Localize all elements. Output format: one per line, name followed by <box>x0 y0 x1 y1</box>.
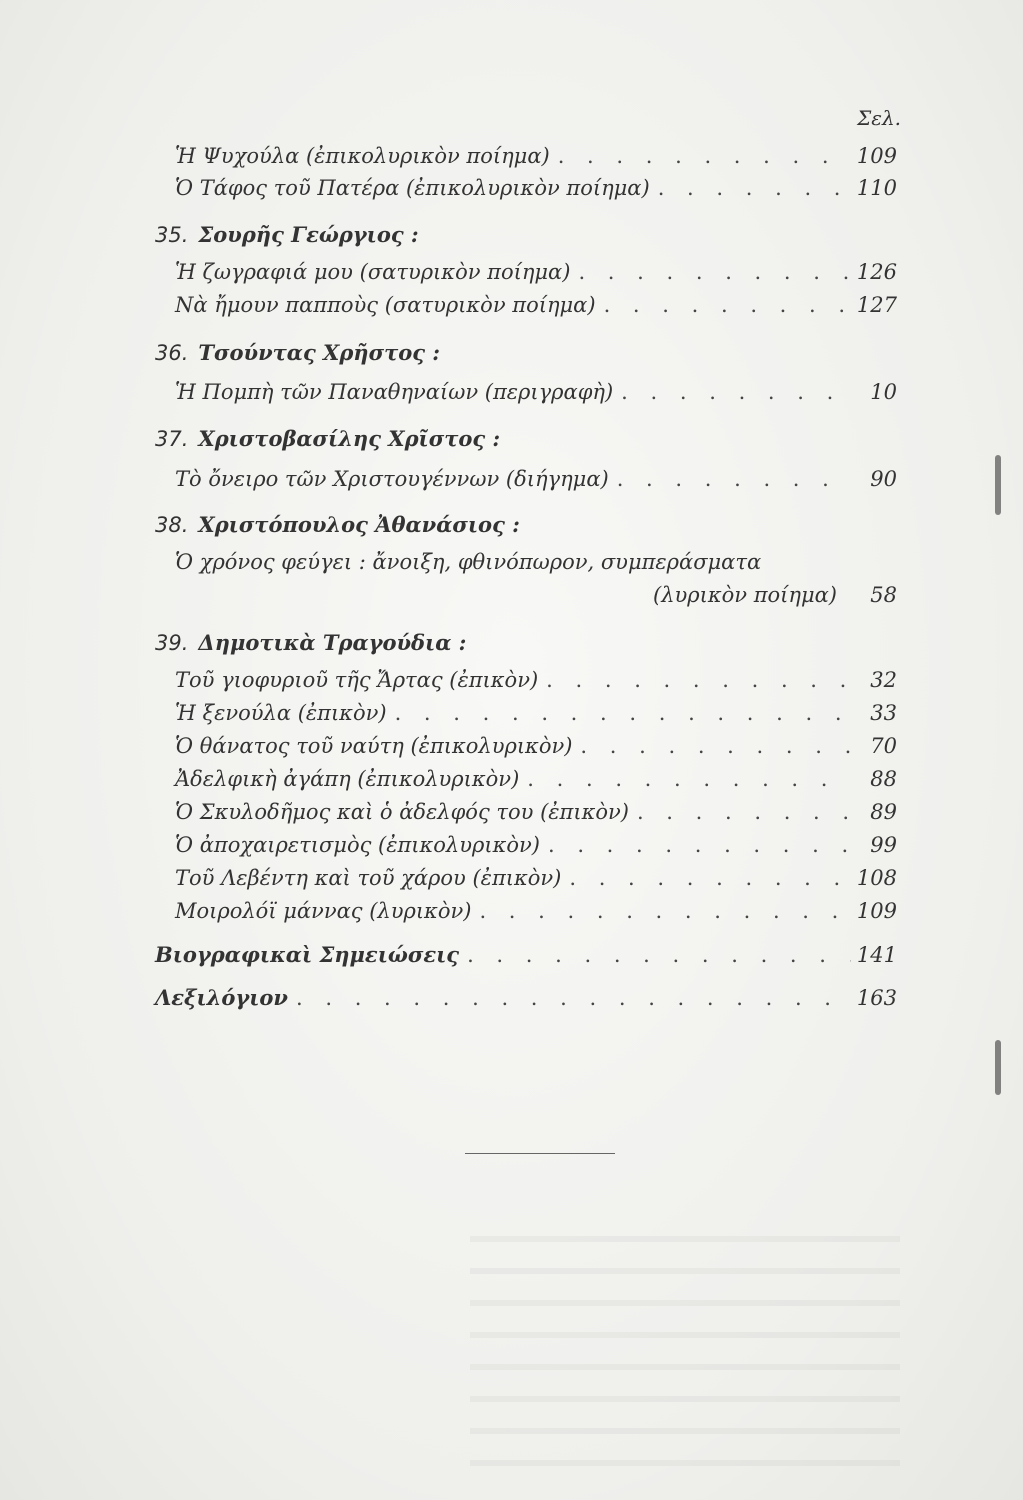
leader-dots <box>471 899 851 923</box>
entry-title: Ὁ χρόνος φεύγει : ἄνοιξη, φθινόπωρον, συμπεράσματα <box>175 550 762 574</box>
section-number: 38. <box>155 513 189 537</box>
author-heading <box>155 340 440 365</box>
entry-page: 58 <box>870 583 897 607</box>
leader-dots <box>572 734 851 758</box>
leader-dots <box>650 176 851 200</box>
leader-dots <box>387 701 851 725</box>
entry-page: 88 <box>870 767 897 791</box>
entry-page: 126 <box>856 260 897 284</box>
toc-entry <box>175 467 897 491</box>
bleed-through-text <box>470 1210 900 1490</box>
toc-entry <box>175 176 897 200</box>
author-name: Χριστοβασίλης Χρῖστος : <box>198 426 501 451</box>
page-edge-mark <box>995 1040 1001 1095</box>
entry-title: Τοῦ Λεβέντη καὶ τοῦ χάρου (ἐπικὸν) <box>175 866 562 890</box>
entry-page: 109 <box>856 899 897 923</box>
toc-entry-continuation <box>155 583 897 607</box>
entry-title: Ἡ ξενούλα (ἐπικὸν) <box>175 701 387 725</box>
toc-entry <box>175 800 897 824</box>
entry-page: 89 <box>870 800 897 824</box>
toc-entry-main <box>155 942 897 967</box>
entry-page: 10 <box>870 380 897 404</box>
entry-title: Βιογραφικαὶ Σημειώσεις <box>155 942 460 967</box>
toc-entry <box>175 668 897 692</box>
leader-dots <box>561 866 851 890</box>
author-heading <box>155 426 500 451</box>
toc-entry <box>175 701 897 725</box>
entry-title-continued: (λυρικὸν ποίημα) <box>653 583 837 607</box>
leader-dots <box>629 800 851 824</box>
leader-dots <box>538 668 851 692</box>
page-edge-mark <box>995 455 1001 515</box>
entry-title: Τὸ ὄνειρο τῶν Χριστουγέννων (διήγημα) <box>175 467 609 491</box>
leader-dots <box>570 260 851 284</box>
entry-page: 141 <box>856 943 897 967</box>
entry-page: 90 <box>870 467 897 491</box>
entry-title: Ὁ ἀποχαιρετισμὸς (ἐπικολυρικὸν) <box>175 833 540 857</box>
toc-entry-main <box>155 985 897 1010</box>
entry-page: 127 <box>856 293 897 317</box>
leader-dots <box>596 293 851 317</box>
entry-title: Ἡ Ψυχούλα (ἐπικολυρικὸν ποίημα) <box>175 144 550 168</box>
toc-entry <box>175 767 897 791</box>
entry-page: 163 <box>856 986 897 1010</box>
entry-page: 33 <box>870 701 897 725</box>
entry-title: Μοιρολόϊ μάννας (λυρικὸν) <box>175 899 472 923</box>
leader-dots <box>459 943 851 967</box>
leader-dots <box>550 144 851 168</box>
toc-entry <box>175 144 897 168</box>
section-number: 37. <box>155 427 189 451</box>
section-number: 36. <box>155 341 189 365</box>
toc-entry <box>175 293 897 317</box>
toc-entry <box>175 260 897 284</box>
entry-title: Ὁ Τάφος τοῦ Πατέρα (ἐπικολυρικὸν ποίημα) <box>175 176 650 200</box>
entry-title: Νὰ ἤμουν παπποὺς (σατυρικὸν ποίημα) <box>175 293 596 317</box>
toc-entry <box>175 866 897 890</box>
toc-entry-multiline <box>175 550 897 574</box>
entry-page: 109 <box>856 144 897 168</box>
author-heading <box>155 512 520 537</box>
end-rule <box>465 1153 615 1154</box>
toc-entry <box>175 734 897 758</box>
leader-dots <box>519 767 851 791</box>
author-name: Τσούντας Χρῆστος : <box>198 340 441 365</box>
author-name: Χριστόπουλος Ἀθανάσιος : <box>198 512 520 537</box>
leader-dots <box>609 467 851 491</box>
section-number: 35. <box>155 223 189 247</box>
entry-title: Ὁ Σκυλοδῆμος καὶ ὁ ἀδελφός του (ἐπικὸν) <box>175 800 629 824</box>
entry-title: Ἡ Πομπὴ τῶν Παναθηναίων (περιγραφὴ) <box>175 380 614 404</box>
entry-title: Ἀδελφικὴ ἀγάπη (ἐπικολυρικὸν) <box>175 767 520 791</box>
entry-page: 70 <box>870 734 897 758</box>
author-name: Σουρῆς Γεώργιος : <box>198 222 419 247</box>
toc-entry <box>175 380 897 404</box>
entry-title: Τοῦ γιοφυριοῦ τῆς Ἄρτας (ἐπικὸν) <box>175 668 539 692</box>
section-number: 39. <box>155 631 189 655</box>
author-heading <box>155 630 466 655</box>
author-heading <box>155 222 419 247</box>
toc-entry <box>175 833 897 857</box>
entry-title: Ἡ ζωγραφιά μου (σατυρικὸν ποίημα) <box>175 260 571 284</box>
entry-title: Ὁ θάνατος τοῦ ναύτη (ἐπικολυρικὸν) <box>175 734 573 758</box>
entry-page: 99 <box>870 833 897 857</box>
entry-page: 32 <box>870 668 897 692</box>
entry-title: Λεξιλόγιον <box>155 985 288 1010</box>
entry-page: 108 <box>856 866 897 890</box>
leader-dots <box>288 986 851 1010</box>
leader-dots <box>540 833 851 857</box>
page-column-label: Σελ. <box>857 106 901 130</box>
entry-page: 110 <box>856 176 897 200</box>
leader-dots <box>613 380 851 404</box>
toc-entry <box>175 899 897 923</box>
author-name: Δημοτικὰ Τραγούδια : <box>198 630 467 655</box>
